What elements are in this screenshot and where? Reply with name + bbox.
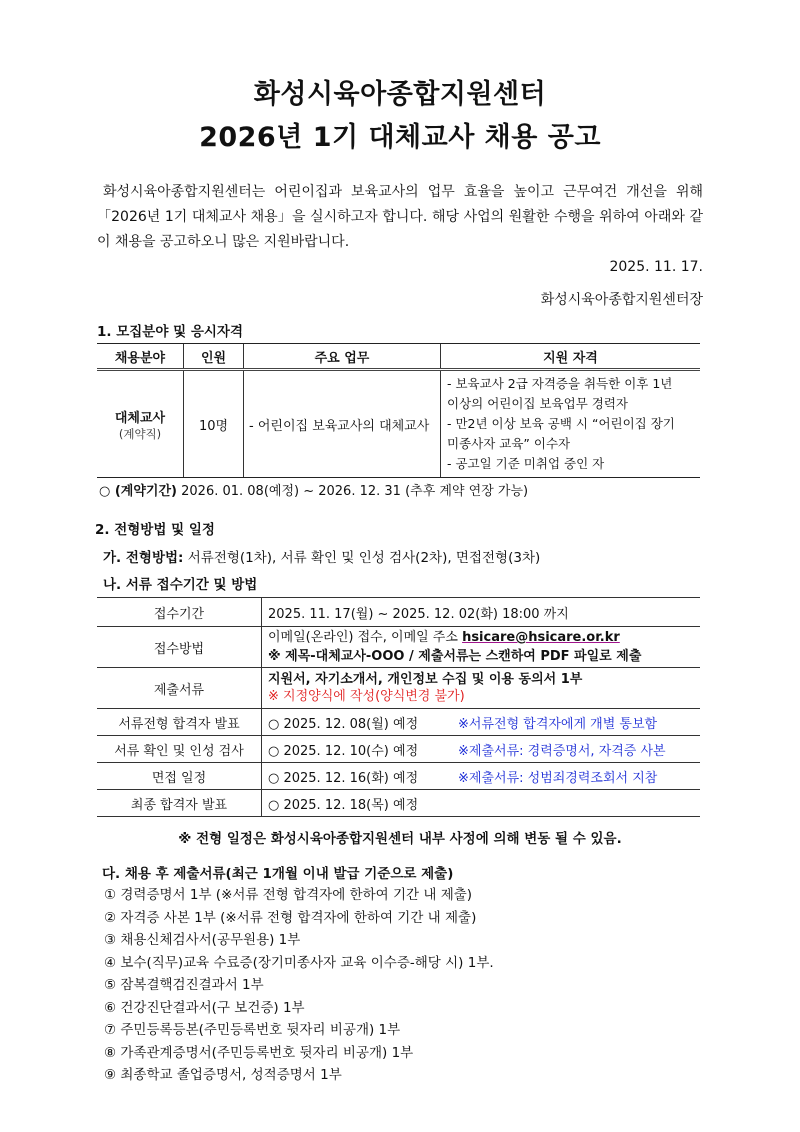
field: 대체교사 [114,410,166,426]
list-item: ⑦ 주민등록등본(주민등록번호 뒷자리 비공개) 1부 [104,1022,401,1038]
docs-list [104,884,494,1087]
row-value: 이메일(온라인) 접수, 이메일 주소 [268,630,463,645]
subsection-heading: 나. 서류 접수기간 및 방법 [103,577,258,593]
duty: - 어린이집 보육교사의 대체교사 [244,370,441,478]
section2-heading: 2. 전형방법 및 일정 [95,522,215,538]
table-row [97,627,700,668]
table-row [97,736,700,763]
qual-item: - 공고일 기준 미취업 중인 자 [447,456,605,471]
list-item: ② 자격증 사본 1부 (※서류 전형 합격자에 한하여 기간 내 제출) [104,909,477,926]
row-note: ※제출서류: 경력증명서, 자격증 사본 [458,743,666,759]
col-header: 지원 자격 [441,344,701,370]
row-key: 서류 확인 및 인성 검사 [97,736,262,763]
title-line1: 화성시육아종합지원센터 [253,79,547,110]
section1-heading: 1. 모집분야 및 응시자격 [97,324,243,340]
list-item: ③ 채용신체검사서(공무원용) 1부 [104,932,301,948]
list-item: ⑧ 가족관계증명서(주민등록번호 뒷자리 비공개) 1부 [104,1044,414,1061]
col-header: 채용분야 [97,344,184,370]
docs-heading: 다. 채용 후 제출서류(최근 1개월 이내 발급 기준으로 제출) [102,866,454,882]
count: 10명 [184,370,244,478]
qual-item: - 만2년 이상 보육 공백 시 “어린이집 장기미종사자 교육” 이수자 [447,416,675,451]
schedule-table [97,597,700,817]
row-value: ○ 2025. 12. 08(월) 예정 [268,716,419,732]
intro-paragraph: 화성시육아종합지원센터는 어린이집과 보육교사의 업무 효율을 높이고 근무여건 개선을 위해 「2026년 1기 대체교사 채용」을 실시하고자 합니다. 해당 사업의 원활한 수행을 위하여 아래와 같이 채용을 공고하오니 많은 지원바랍니다. [97,184,703,250]
issuer: 화성시육아종합지원센터장 [540,292,703,308]
row-key: 제출서류 [97,668,262,709]
row-value: 지원서, 자기소개서, 개인정보 수집 및 이용 동의서 1부 [268,672,583,687]
notice-date: 2025. 11. 17. [609,259,703,275]
qual-item: - 보육교사 2급 자격증을 취득한 이후 1년 이상의 어린이집 보육업무 경력자 [447,376,673,411]
row-note: ※ 지정양식에 작성(양식변경 불가) [268,689,465,704]
table-row [97,598,700,627]
list-item: ⑥ 건강진단결과서(구 보건증) 1부 [104,999,305,1016]
contract-value: 2026. 01. 08(예정) ~ 2026. 12. 31 (추후 계약 연장 가능) [181,484,529,499]
row-key: 접수기간 [97,598,262,627]
schedule-footnote: ※ 전형 일정은 화성시육아종합지원센터 내부 사정에 의해 변동 될 수 있음. [178,831,622,847]
table-row [97,668,700,709]
table-row [97,763,700,790]
contract-label: ○ (계약기간) [99,484,177,499]
method-value: 서류전형(1차), 서류 확인 및 인성 검사(2차), 면접전형(3차) [187,550,541,566]
list-item: ① 경력증명서 1부 (※서류 전형 합격자에 한하여 기간 내 제출) [104,887,473,903]
row-note: ※ 제목-대체교사-OOO / 제출서류는 스캔하여 PDF 파일로 제출 [268,649,642,664]
row-value: ○ 2025. 12. 16(화) 예정 [268,770,419,786]
email-link[interactable]: hsicare@hsicare.or.kr [462,630,620,645]
col-header: 주요 업무 [244,344,441,370]
row-key: 서류전형 합격자 발표 [97,709,262,736]
row-value: ○ 2025. 12. 10(수) 예정 [268,743,419,759]
list-item: ④ 보수(직무)교육 수료증(장기미종사자 교육 이수증-해당 시) 1부. [104,954,494,971]
table-row [97,790,700,817]
col-header: 인원 [184,344,244,370]
row-key: 면접 일정 [97,763,262,790]
list-item: ⑨ 최종학교 졸업증명서, 성적증명서 1부 [104,1067,342,1083]
row-value: ○ 2025. 12. 18(목) 예정 [262,790,701,817]
method-label: 가. 전형방법: [103,550,184,566]
row-note: ※제출서류: 성범죄경력조회서 지참 [458,770,658,786]
row-note: ※서류전형 합격자에게 개별 통보함 [458,716,658,732]
list-item: ⑤ 잠복결핵검진결과서 1부 [104,977,264,993]
table-row [97,709,700,736]
recruitment-table [97,343,700,478]
row-value: 2025. 11. 17(월) ~ 2025. 12. 02(화) 18:00 까지 [262,598,701,627]
field-note: (계약직) [118,426,162,441]
row-key: 최종 합격자 발표 [97,790,262,817]
row-key: 접수방법 [97,627,262,668]
title-line2: 2026년 1기 대체교사 채용 공고 [199,122,601,153]
